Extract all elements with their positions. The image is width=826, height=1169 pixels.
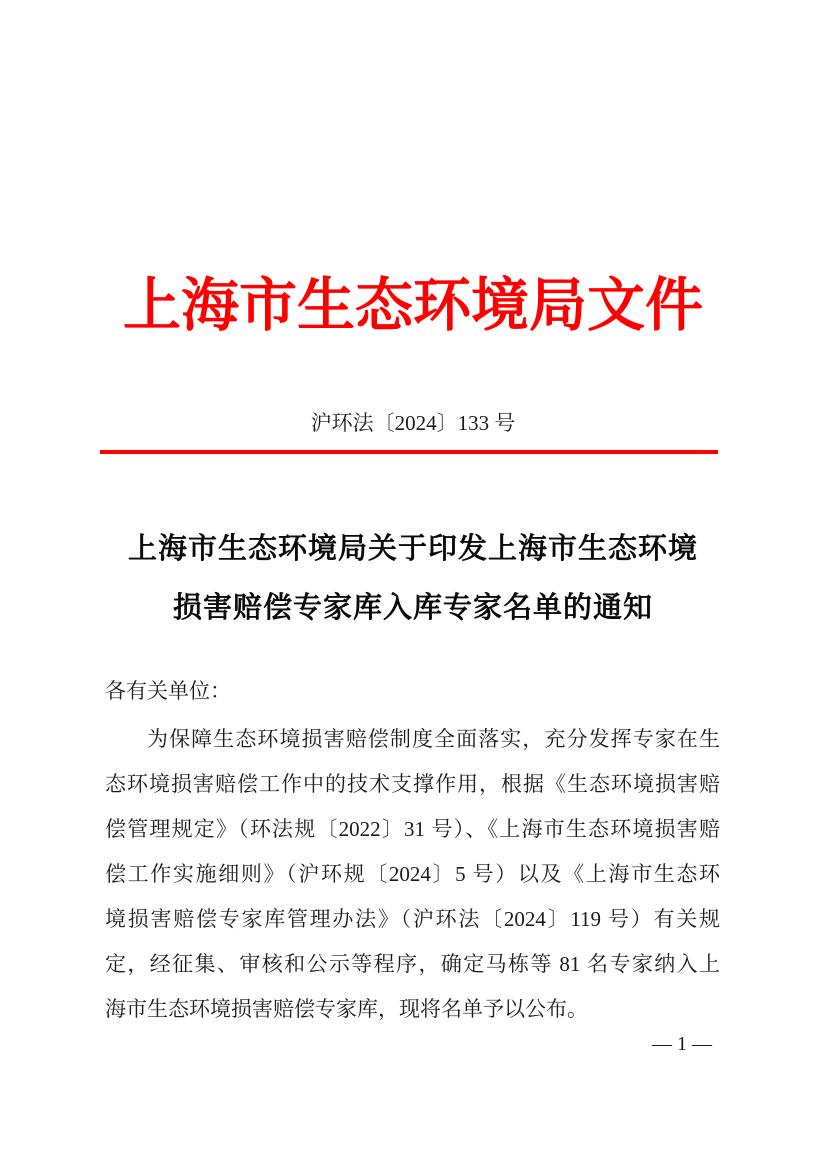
document-title-line2: 损害赔偿专家库入库专家名单的通知 [172,592,653,624]
paragraph-line: 态环境损害赔偿工作中的技术支撑作用，根据《生态环境损害赔 [105,772,720,796]
paragraph-line: 海市生态环境损害赔偿专家库，现将名单予以公布。 [105,997,588,1021]
paragraph-line: 偿管理规定》（环法规〔2022〕31 号）、《上海市生态环境损害赔 [105,817,720,841]
org-masthead-title: 上海市生态环境局文件 [122,273,703,338]
red-divider-rule [100,450,718,454]
paragraph-line: 定，经征集、审核和公示等程序，确定马栋等 81 名专家纳入上 [105,952,720,976]
paragraph-line: 境损害赔偿专家库管理办法》（沪环法〔2024〕119 号）有关规 [105,907,720,931]
body-paragraph [105,717,720,1032]
document-title [0,520,826,638]
paragraph-line: 偿工作实施细则》（沪环规〔2024〕5 号）以及《上海市生态环 [105,862,720,886]
salutation: 各有关单位： [105,679,231,703]
document-title-line1: 上海市生态环境局关于印发上海市生态环境 [127,533,698,565]
page-number: — 1 — [652,1033,712,1055]
doc-reference-number: 沪环法〔2024〕133 号 [310,411,516,435]
paragraph-line: 为保障生态环境损害赔偿制度全面落实，充分发挥专家在生 [147,727,720,751]
